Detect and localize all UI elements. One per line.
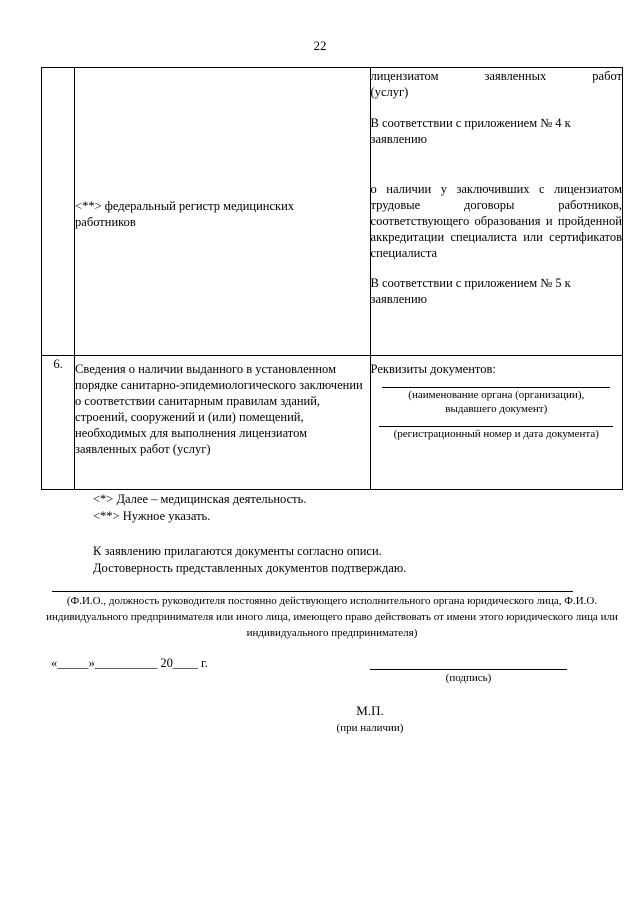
row-description-cell <box>75 68 371 356</box>
row-number-cell <box>42 68 75 356</box>
stamp-note: (при наличии) <box>336 722 404 734</box>
documents-heading: Реквизиты документов: <box>370 362 496 376</box>
footnote: <**> Нужное указать. <box>93 509 211 523</box>
signature-caption: (подпись) <box>445 672 492 684</box>
attachment-line: К заявлению прилагаются документы согласно описи. <box>93 544 382 558</box>
row-description-cell <box>75 356 371 490</box>
registration-caption: (регистрационный номер и дата документа) <box>393 428 599 440</box>
table-row <box>42 356 623 490</box>
attachments <box>93 543 406 577</box>
requirements-table <box>41 67 623 490</box>
organ-caption: (наименование органа (организации), выдавшего документ) <box>408 389 585 415</box>
fio-line <box>52 591 573 592</box>
details-paragraph: о наличии у заключивших с лицензиатом трудовые договоры работников, соответствующего образования и пройденной аккредитации специалиста или сертификатов специалиста <box>370 182 622 260</box>
row-details-cell <box>370 356 622 490</box>
footnotes <box>93 491 306 525</box>
sanitary-text: Сведения о наличии выданного в установленном порядке санитарно-эпидемиологического заключении о соответствии санитарным правилам зданий, строений, сооружений и (или) помещений, необходимых для выполнения лицензиатом заявленных работ (услуг) <box>75 362 363 456</box>
row-details-cell <box>370 68 622 356</box>
date-field: «_____»__________ 20____ г. <box>51 656 208 670</box>
signature-line <box>370 669 567 670</box>
row-number-cell: 6. <box>42 356 75 490</box>
details-paragraph: лицензиатом заявленных работ (услуг) <box>370 69 622 99</box>
fio-caption: (Ф.И.О., должность руководителя постоянно действующего исполнительного органа юридического лица, Ф.И.О. индивидуального предпринимателя или иного лица, имеющего право действовать от имени этого юридического лица или индивидуального предпринимателя) <box>46 595 618 639</box>
register-text: <**> федеральный регистр медицинских работников <box>75 199 295 229</box>
details-paragraph: В соответствии с приложением № 5 к заявлению <box>370 276 571 306</box>
attachment-line: Достоверность представленных документов подтверждаю. <box>93 561 407 575</box>
page-number: 22 <box>313 38 327 53</box>
table-row <box>42 68 623 356</box>
footnote: <*> Далее – медицинская деятельность. <box>93 492 307 506</box>
details-paragraph: В соответствии с приложением № 4 к заявлению <box>370 116 571 146</box>
stamp-label: М.П. <box>356 703 384 718</box>
